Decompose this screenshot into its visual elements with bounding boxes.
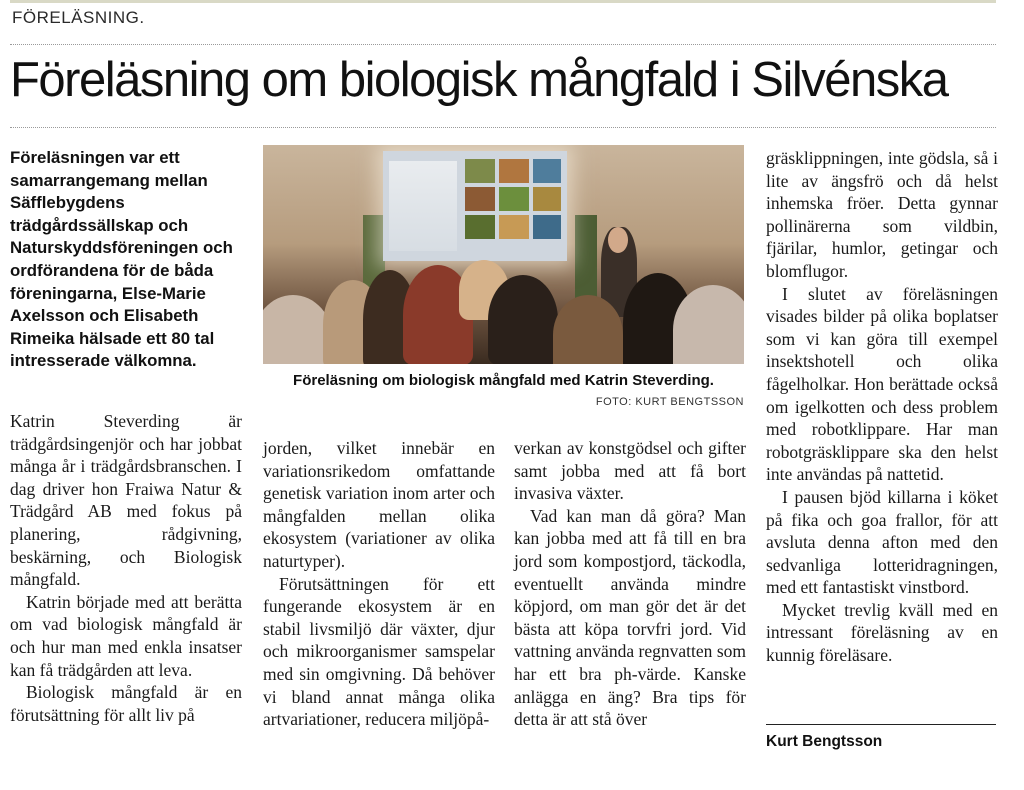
body-column-3 bbox=[514, 437, 746, 731]
photo-credit: FOTO: KURT BENGTSSON bbox=[595, 396, 744, 408]
dotted-divider bbox=[10, 44, 996, 45]
article-photo bbox=[263, 145, 744, 364]
photo-banner bbox=[575, 215, 597, 305]
body-paragraph: Förutsättningen för ett fungerande ekosystem är en stabil livsmiljö där växter, djur och mikroorganismer samspelar med sin omgivning. Då behöver vi bland annat många olika artvariationer, reducera miljöpå- bbox=[263, 573, 495, 730]
speaker-head bbox=[608, 227, 628, 253]
slide-image bbox=[533, 215, 561, 239]
body-paragraph: Katrin började med att berätta om vad biologisk mångfald är och hur man med enkla insatser kan få trädgården att leva. bbox=[10, 591, 242, 680]
slide-image bbox=[499, 215, 529, 239]
slide-image bbox=[499, 187, 529, 211]
byline: Kurt Bengtsson bbox=[766, 733, 883, 750]
projector-screen bbox=[383, 151, 567, 261]
slide-image bbox=[465, 215, 495, 239]
slide-text-block bbox=[389, 161, 457, 251]
body-paragraph: verkan av konstgödsel och gifter samt jobba med att få bort invasiva växter. bbox=[514, 438, 746, 504]
slide-image bbox=[465, 187, 495, 211]
body-paragraph: Vad kan man då göra? Man kan jobba med att få till en bra jord som kompostjord, täckodla, eventuellt använda mindre köpjord, om man gör det är det bästa att köpa torvfri jord. Vid vattning använda regnvatten som har ett bra ph-värde. Kanske anlägga en äng? Bra tips för detta är att stå över bbox=[514, 505, 746, 730]
body-paragraph: I slutet av föreläsningen visades bilder på olika boplatser som vi kan göra till exempel insektshotell och olika fågelholkar. Hon berättade också om igelkotten och dess problem med robotklippare. Har man robotgräsklippare ska den helst inte användas på nattetid. bbox=[766, 283, 998, 485]
section-kicker: FÖRELÄSNING. bbox=[12, 8, 145, 27]
slide-image bbox=[533, 159, 561, 183]
headline: Föreläsning om biologisk mångfald i Silvénska bbox=[10, 53, 948, 107]
top-rule bbox=[10, 0, 996, 3]
body-paragraph: Katrin Steverding är trädgårdsingenjör och har jobbat många år i trädgårdsbranschen. I dag driver hon Fraiwa Natur & Trädgård AB med fokus på planering, rådgivning, beskärning, och Biologisk mångfald. bbox=[10, 411, 242, 590]
byline-rule bbox=[766, 724, 996, 725]
body-paragraph: Mycket trevlig kväll med en intressant föreläsning av en kunnig föreläsare. bbox=[766, 599, 998, 666]
slide-image bbox=[465, 159, 495, 183]
lead-paragraph: Föreläsningen var ett samarrangemang mellan Säfflebygdens trädgårdssällskap och Naturskyddsföreningen och ordförandena för de båda föreningarna, Else-Marie Axelsson och Elisabeth Rimeika hälsade ett 80 tal intresserade välkomna. bbox=[10, 148, 233, 371]
slide-image bbox=[533, 187, 561, 211]
dotted-divider bbox=[10, 127, 996, 128]
body-column-1 bbox=[10, 410, 242, 726]
body-column-4 bbox=[766, 147, 998, 667]
body-paragraph: Biologisk mångfald är en förutsättning för allt liv på bbox=[10, 682, 242, 725]
slide-image bbox=[499, 159, 529, 183]
body-column-2 bbox=[263, 437, 495, 731]
body-paragraph: I pausen bjöd killarna i köket på fika och goa frallor, för att avsluta denna afton med den sedvanliga lotteridragningen, med ett fantastiskt vinstbord. bbox=[766, 486, 998, 598]
body-paragraph: jorden, vilket innebär en variationsrikedom omfattande genetisk variation inom arter och mångfalden mellan olika ekosystem (variationer av olika naturtyper). bbox=[263, 438, 495, 571]
audience-member bbox=[488, 275, 558, 364]
photo-caption: Föreläsning om biologisk mångfald med Katrin Steverding. bbox=[293, 372, 714, 389]
body-paragraph: gräsklippningen, inte gödsla, så i lite av ängsfrö och då helst inhemska fröer. Detta gynnar pollinärerna som vildbin, fjärilar, humlor, getingar och blomflugor. bbox=[766, 148, 998, 281]
